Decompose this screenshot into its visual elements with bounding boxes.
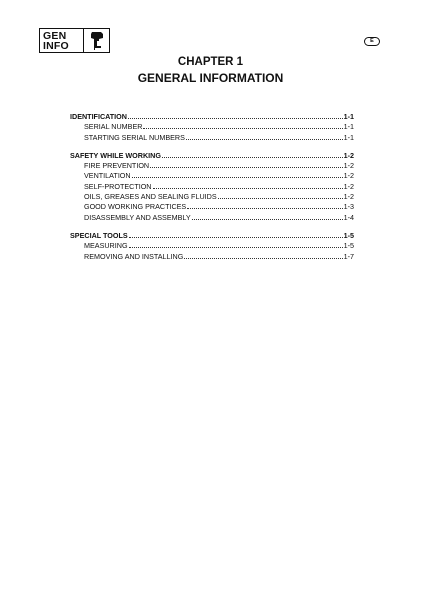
toc-subentry-label: GOOD WORKING PRACTICES xyxy=(84,202,187,212)
toc-subentry-label: OILS, GREASES AND SEALING FLUIDS xyxy=(84,192,217,202)
toc-subentry[interactable] xyxy=(70,122,354,132)
toc-subentry-page: 1-2 xyxy=(343,161,354,171)
leader-dots xyxy=(143,128,342,129)
toc-subentry[interactable] xyxy=(70,161,354,171)
leader-dots xyxy=(218,198,343,199)
toc-subentry-label: DISASSEMBLY AND ASSEMBLY xyxy=(84,212,191,222)
badge-text xyxy=(40,29,83,52)
language-mark: E xyxy=(364,37,380,46)
leader-dots xyxy=(187,208,342,209)
toc-subentry-page: 1-2 xyxy=(343,171,354,181)
toc-subentry-label: REMOVING AND INSTALLING xyxy=(84,251,184,261)
toc-subentry[interactable] xyxy=(70,241,354,251)
toc-subentry[interactable] xyxy=(70,252,354,262)
leader-dots xyxy=(162,157,343,158)
toc-subentry-page: 1-7 xyxy=(343,251,354,261)
outboard-motor-icon xyxy=(83,29,109,52)
leader-dots xyxy=(129,237,343,238)
toc-subentry-page: 1-1 xyxy=(343,132,354,142)
toc-subentry[interactable] xyxy=(70,171,354,181)
toc-section-identification xyxy=(70,112,354,143)
leader-dots xyxy=(184,258,342,259)
leader-dots xyxy=(128,118,343,119)
badge-line-info: INFO xyxy=(43,39,69,52)
leader-dots xyxy=(129,247,343,248)
toc-subentry-label: VENTILATION xyxy=(84,171,131,181)
toc-subentry-page: 1-1 xyxy=(343,122,354,132)
toc-section-special-tools xyxy=(70,231,354,262)
toc-subentry-page: 1-4 xyxy=(343,212,354,222)
leader-dots xyxy=(150,167,343,168)
toc-subentry-label: SERIAL NUMBER xyxy=(84,122,143,132)
toc-subentry-page: 1-2 xyxy=(343,192,354,202)
toc-entry-title: IDENTIFICATION xyxy=(70,112,127,121)
toc-entry-title: SAFETY WHILE WORKING xyxy=(70,150,161,160)
toc-entry[interactable] xyxy=(70,112,354,122)
toc-subentry[interactable] xyxy=(70,202,354,212)
toc-subentry-page: 1-2 xyxy=(343,181,354,191)
toc-subentry-label: MEASURING xyxy=(84,241,128,251)
toc-entry[interactable] xyxy=(70,151,354,161)
leader-dots xyxy=(192,219,343,220)
toc-subentry-label: STARTING SERIAL NUMBERS xyxy=(84,132,185,142)
leader-dots xyxy=(153,188,343,189)
toc-entry-page: 1-1 xyxy=(343,112,354,121)
toc-entry-page: 1-2 xyxy=(343,150,354,160)
toc-subentry-label: SELF-PROTECTION xyxy=(84,181,152,191)
toc-entry[interactable] xyxy=(70,231,354,241)
badge-line-gen: GEN xyxy=(43,29,67,42)
leader-dots xyxy=(132,177,343,178)
table-of-contents xyxy=(70,112,354,270)
leader-dots xyxy=(186,139,343,140)
toc-subentry[interactable] xyxy=(70,192,354,202)
toc-subentry-page: 1-5 xyxy=(343,241,354,251)
toc-entry-page: 1-5 xyxy=(343,230,354,240)
toc-entry-title: SPECIAL TOOLS xyxy=(70,230,128,240)
chapter-title: GENERAL INFORMATION xyxy=(137,71,284,85)
toc-subentry[interactable] xyxy=(70,182,354,192)
toc-section-safety xyxy=(70,151,354,223)
toc-subentry-page: 1-3 xyxy=(343,202,354,212)
toc-subentry-label: FIRE PREVENTION xyxy=(84,161,150,171)
chapter-number: CHAPTER 1 xyxy=(177,56,244,68)
toc-subentry[interactable] xyxy=(70,133,354,143)
toc-subentry[interactable] xyxy=(70,213,354,223)
section-badge xyxy=(39,28,110,53)
